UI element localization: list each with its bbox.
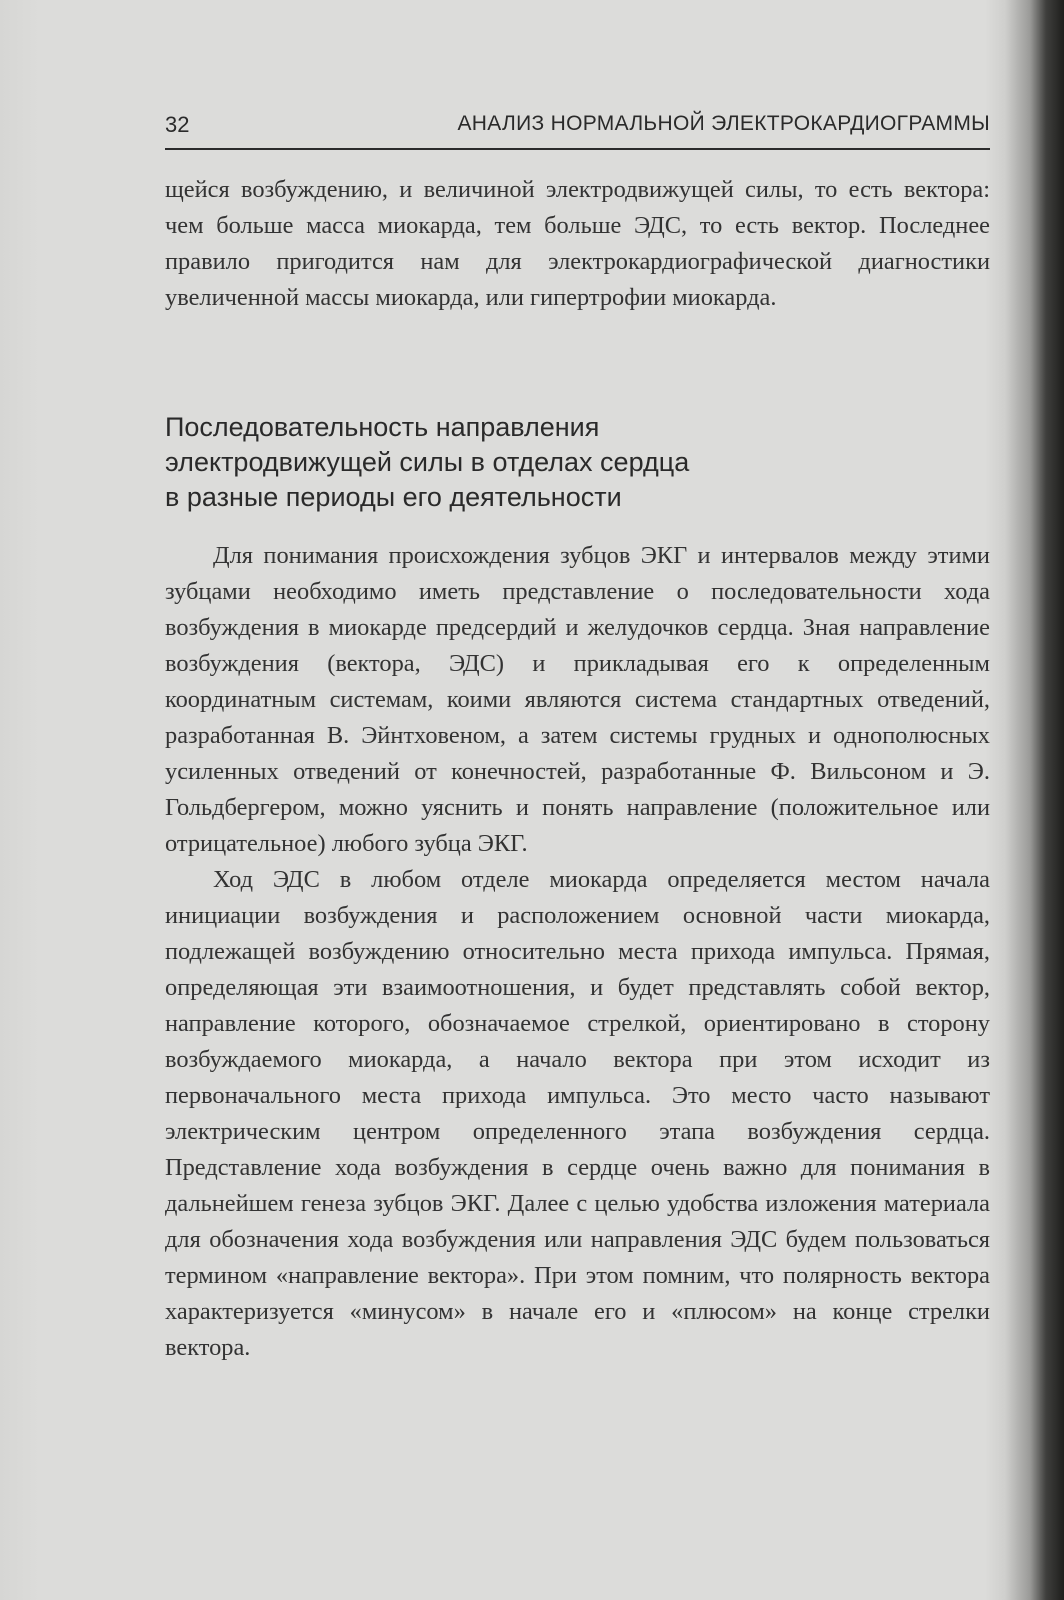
running-title: АНАЛИЗ НОРМАЛЬНОЙ ЭЛЕКТРОКАРДИОГРАММЫ (457, 112, 990, 135)
page-header (165, 108, 990, 150)
continuation-text (165, 172, 990, 316)
body-paragraph: Ход ЭДС в любом отделе миокарда определяется местом начала инициации возбуждения и расположением основной части миокарда, подлежащей возбуждению относительно места прихода импульса. Прямая, определяющая эти взаимоотношения, и будет представлять собой вектор, направление которого, обозначаемое стрелкой, ориентировано в сторону возбуждаемого миокарда, а начало вектора при этом исходит из первоначального места прихода импульса. Это место часто называют электрическим центром определенного этапа возбуждения сердца. Представление хода возбуждения в сердце очень важно для понимания в дальнейшем генеза зубцов ЭКГ. Далее с целью удобства изложения материала для обозначения хода возбуждения или направления ЭДС будем пользоваться термином «направление вектора». При этом помним, что полярность вектора характеризуется «минусом» в начале его и «плюсом» на конце стрелки вектора. (165, 866, 990, 1361)
section-heading-line: Последовательность направления (165, 412, 600, 442)
page-number: 32 (165, 112, 190, 137)
body-paragraph: Для понимания происхождения зубцов ЭКГ и интервалов между этими зубцами необходимо иметь представление о последовательности хода возбуждения в миокарде предсердий и желудочков сердца. Зная направление возбуждения (вектора, ЭДС) и прикладывая его к определенным координатным системам, коими являются система стандартных отведений, разработанная В. Эйнтховеном, а затем системы грудных и однополюсных усиленных отведений от конечностей, разработанные Ф. Вильсоном и Э. Гольдбергером, можно уяснить и понять направление (положительное или отрицательное) любого зубца ЭКГ. (165, 542, 990, 857)
section-heading-line: электродвижущей силы в отделах сердца (165, 447, 690, 477)
continuation-paragraph: щейся возбуждению, и величиной электродвижущей силы, то есть вектора: чем больше масса миокарда, тем больше ЭДС, то есть вектор. Последнее правило пригодится нам для электрокардиографической диагностики увеличенной массы миокарда, или гипертрофии миокарда. (165, 176, 990, 311)
section-body (165, 538, 990, 1366)
section-heading-line: в разные периоды его деятельности (165, 482, 622, 512)
section-heading (165, 410, 990, 515)
